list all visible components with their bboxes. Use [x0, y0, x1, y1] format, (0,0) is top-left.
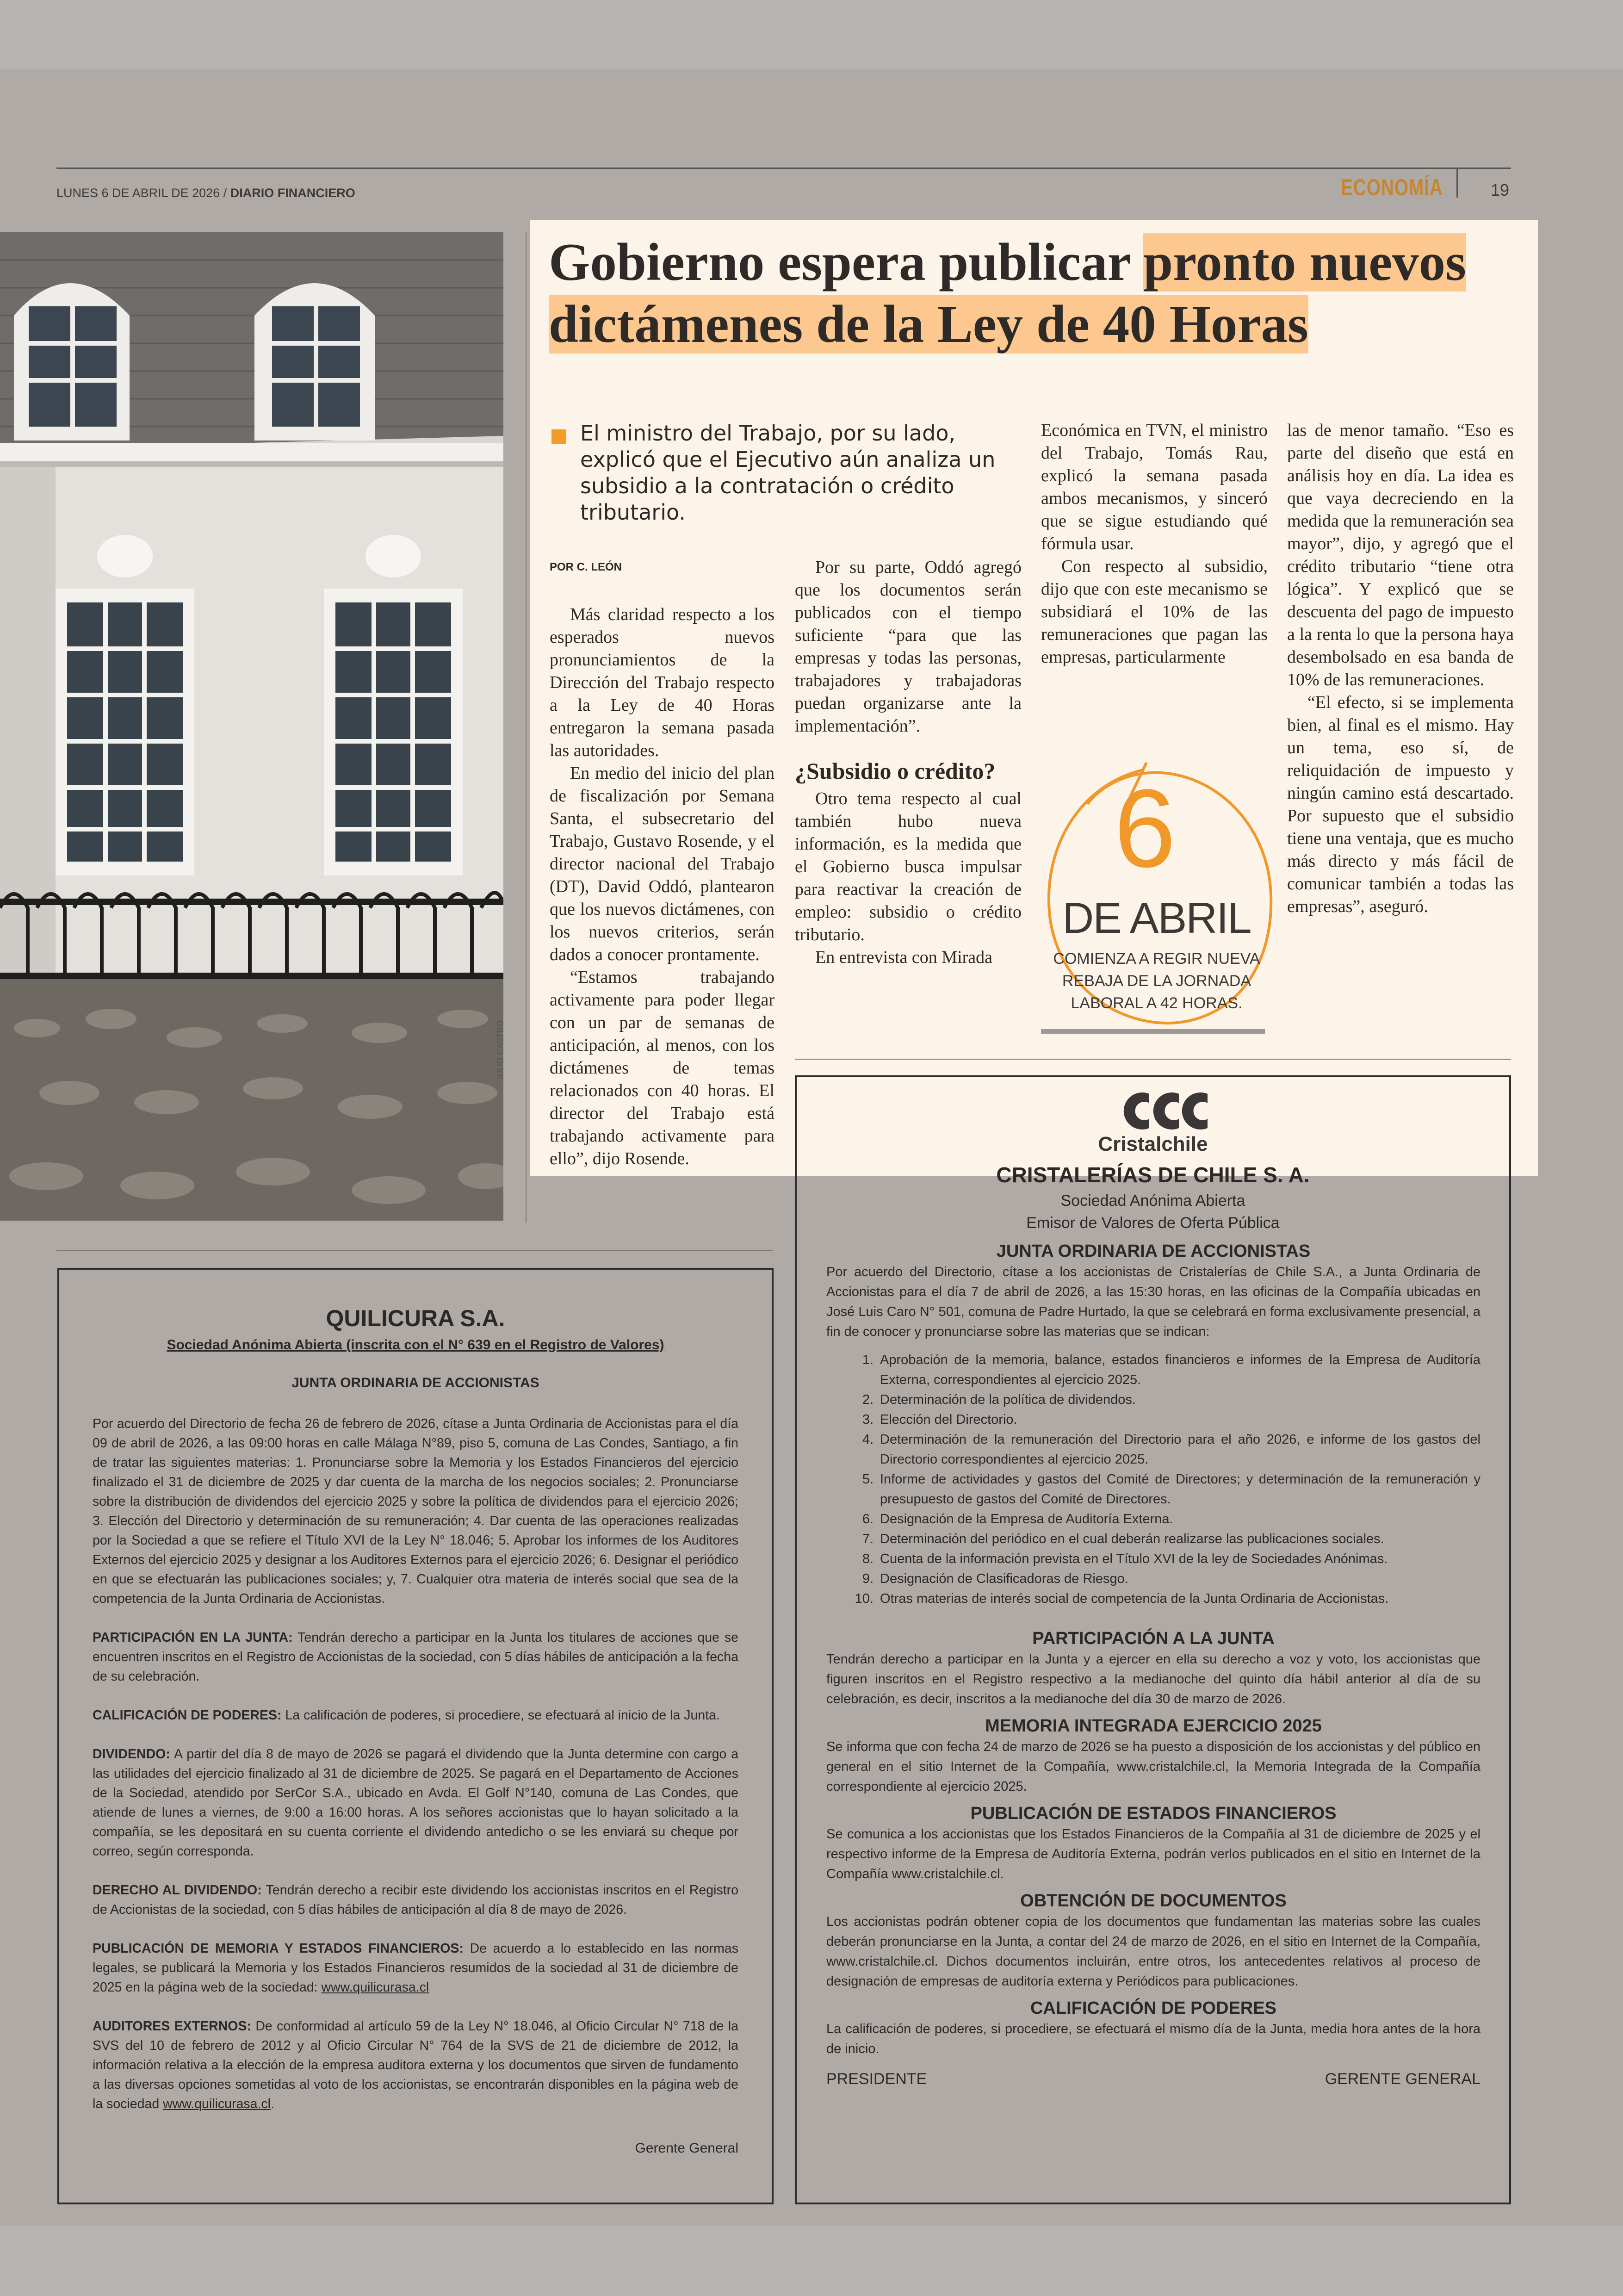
callout-month: DE ABRIL — [1062, 894, 1251, 942]
article-column-4 — [1287, 419, 1514, 918]
quilicura-paragraph: Por acuerdo del Directorio de fecha 26 de febrero de 2026, cítase a Junta Ordinaria de Accionistas para el día 09 de abril de 2026, a las 09:00 horas en calle Málaga N°89, piso 5, comuna de Las Condes, Santiago, a fin de tratar las siguientes materias: 1. Pronunciarse sobre la Memoria y los Estados Financieros del ejercicio finalizado el 31 de diciembre de 2025 y dar cuenta de la marcha de los negocios sociales; 2. Pronunciarse sobre la distribución de dividendos del ejercicio 2025 y sobre la política de dividendos para el ejercicio 2026; 3. Elección del Directorio y determinación de su remuneración; 4. Dar cuenta de las operaciones realizadas por la Sociedad a que se refiere el Título XVI de la Ley N° 18.046; 5. Aprobar los informes de los Auditores Externos del ejercicio 2025 y designar a los Auditores Externos para el ejercicio 2026; 6. Designar el periódico en que se efectuarán las publicaciones sociales; y, 7. Cualquier otra materia de interés social que sea de la competencia de la Junta Ordinaria de Accionistas. — [93, 1416, 738, 1606]
lede-bullet-icon — [551, 429, 566, 444]
agenda-item: 4. Determinación de la remuneración del Directorio para el año 2026, e informe de los gastos del Directorio correspondientes al ejercicio 2025. — [862, 1432, 1481, 1467]
article-byline: POR C. LEÓN — [550, 561, 622, 573]
cristalchile-emitter: Emisor de Valores de Oferta Pública — [1026, 1214, 1280, 1232]
paragraph: En medio del inicio del plan de fiscalización por Semana Santa, el subsecretario del Trabajo, Gustavo Rosende, y el director nacional del Trabajo (DT), David Oddó, plantearon que los nuevos dictámenes, con los nuevos criterios, serán dados a conocer prontamente. — [550, 763, 774, 964]
page-number: 19 — [1491, 180, 1510, 199]
building-photo — [0, 232, 503, 1221]
cristalchile-heading: PUBLICACIÓN DE ESTADOS FINANCIEROS — [970, 1804, 1337, 1823]
cristalchile-heading: CALIFICACIÓN DE PODERES — [1030, 1998, 1277, 2018]
agenda-item: 7. Determinación del periódico en el cual deberán realizarse las publicaciones sociales. — [862, 1532, 1384, 1546]
quilicura-website-link[interactable]: www.quilicurasa.cl — [321, 1980, 429, 1995]
callout-rule — [1041, 1029, 1265, 1034]
photo-credit: JULIO CASTRO — [496, 1020, 505, 1081]
quilicura-paragraph: CALIFICACIÓN DE PODERES: La calificación de poderes, si procediere, se efectuará al inicio de la Junta. — [93, 1708, 720, 1723]
cristalchile-brand: Cristalchile — [1098, 1133, 1208, 1155]
quilicura-paragraph: AUDITORES EXTERNOS: De conformidad al artículo 59 de la Ley N° 18.046, al Oficio Circular N° 718 de la SVS del 10 de febrero de 2012 y al Oficio Circular N° 764 de la SVS de 21 de diciembre de 2012, la información relativa a la elección de la empresa auditora externa y los documentos que sirven de fundamento a las diversas opciones sometidas al voto de los accionistas, se encontrarán disponibles en la página web de la sociedad www.quilicurasa.cl. — [93, 2019, 739, 2111]
article-end-rule — [795, 1059, 1511, 1060]
cristalchile-type: Sociedad Anónima Abierta — [1060, 1192, 1245, 1210]
article-lede: El ministro del Trabajo, por su lado, explicó que el Ejecutivo aún analiza un subsidio a la contratación o crédito tributario. — [580, 421, 996, 525]
callout-number: 6 — [1114, 766, 1176, 890]
quilicura-paragraph: DERECHO AL DIVIDENDO: Tendrán derecho a recibir este dividendo los accionistas inscritos en el Registro de Accionistas de la sociedad, con 5 días hábiles de anticipación al día 8 de mayo de 2026. — [93, 1883, 738, 1917]
paragraph: En entrevista con Mirada — [815, 948, 993, 967]
headline-highlight-1: pronto nuevos — [1143, 233, 1466, 292]
agenda-item: 6. Designación de la Empresa de Auditoría Externa. — [862, 1512, 1173, 1527]
paragraph: “El efecto, si se implementa bien, al final es el mismo. Hay un tema, eso sí, de reliquidación de impuesto y ningún camino está descartado. Por supuesto que el subsidio tiene una ventaja, que es mucho más directo y más fácil de comunicar también a todas las empresas”, aseguró. — [1287, 693, 1514, 916]
quilicura-subtitle: Sociedad Anónima Abierta (inscrita con el N° 639 en el Registro de Valores) — [167, 1337, 664, 1353]
publication-name: DIARIO FINANCIERO — [230, 186, 355, 200]
quilicura-body — [93, 1414, 738, 2133]
header-rule — [56, 168, 1511, 169]
cristalchile-heading: MEMORIA INTEGRADA EJERCICIO 2025 — [985, 1716, 1322, 1736]
quilicura-paragraph: DIVIDENDO: A partir del día 8 de mayo de 2026 se pagará el dividendo que la Junta determine con cargo a las utilidades del ejercicio finalizado al 31 de diciembre de 2025. Se pagará en el Departamento de Acciones de la Sociedad, atendido por SerCor S.A., ubicado en Avda. El Golf N°140, comuna de Las Condes, que atiende de lunes a viernes, de 9:00 a 16:00 horas. A los señores accionistas que lo hayan solicitado a la compañía, se les depositará en su cuenta corriente el dividendo antedicho o se les enviará su cheque por correo, según corresponda. — [93, 1747, 738, 1859]
article-column-1 — [550, 603, 774, 1170]
agenda-item: 2. Determinación de la política de dividendos. — [862, 1392, 1136, 1407]
cristalchile-paragraph: Se informa que con fecha 24 de marzo de 2026 se ha puesto a disposición de los accionistas y del público en general en el sitio Internet de la Compañía, www.cristalchile.cl, la Memoria Integrada de la Compañía correspondiente al ejercicio 2025. — [826, 1739, 1481, 1794]
quilicura-junta-heading: JUNTA ORDINARIA DE ACCIONISTAS — [291, 1375, 539, 1390]
paragraph: Económica en TVN, el ministro del Trabajo, Tomás Rau, explicó la semana pasada ambos mecanismos, y sinceró que se sigue estudiando qué fórmula usar. — [1041, 421, 1268, 553]
quilicura-paragraph: PARTICIPACIÓN EN LA JUNTA: Tendrán derecho a participar en la Junta los titulares de acciones que se encuentren inscritos en el Registro de Accionistas de la sociedad, con 5 días hábiles de anticipación a la fecha de su celebración. — [93, 1630, 739, 1684]
paragraph: “Estamos trabajando activamente para poder llegar con un par de semanas de anticipación, al menos, con los dictámenes de temas relacionados con 40 horas. El director del Trabajo está trabajando activamente para ello”, dijo Rosende. — [550, 968, 774, 1168]
cristalchile-heading: JUNTA ORDINARIA DE ACCIONISTAS — [996, 1241, 1311, 1261]
article-column-2 — [795, 556, 1022, 969]
signature-gerente: GERENTE GENERAL — [1325, 2070, 1481, 2088]
cristalchile-name: CRISTALERÍAS DE CHILE S. A. — [996, 1163, 1310, 1187]
column-rule — [526, 232, 527, 1222]
header-date: LUNES 6 DE ABRIL DE 2026 / DIARIO FINANCIERO — [56, 186, 355, 200]
cristalchile-paragraph: Tendrán derecho a participar en la Junta y a ejercer en ella su derecho a voz y voto, los accionistas que figuren inscritos en el Registro respectivo a la medianoche del quinto día hábil anterior al día de su celebración, es decir, inscritos a la medianoche del día 30 de marzo de 2026. — [826, 1652, 1481, 1706]
headline-highlight-2: dictámenes de la Ley de 40 Horas — [549, 295, 1308, 354]
paragraph: Con respecto al subsidio, dijo que con este mecanismo se subsidiará el 10% de las remuneraciones que pagan las empresas, particularmente — [1041, 557, 1268, 667]
agenda-item: 10. Otras materias de interés social de competencia de la Junta Ordinaria de Accionistas. — [855, 1591, 1389, 1606]
paragraph: Por su parte, Oddó agregó que los documentos serán publicados con el tiempo suficiente “para que las empresas y todas las personas, trabajadores y trabajadoras puedan organizarse ante la implementación”. — [795, 558, 1022, 736]
article-column-3 — [1041, 419, 1268, 669]
cristalchile-logo-icon — [1101, 1090, 1231, 1132]
cristalchile-paragraph: La calificación de poderes, si procediere, se efectuará el mismo día de la Junta, media hora antes de la hora de inicio. — [826, 2022, 1481, 2056]
section-name: ECONOMÍA — [1341, 174, 1443, 200]
agenda-item: 1. Aprobación de la memoria, balance, estados financieros e informes de la Empresa de Auditoría Externa, correspondientes al ejercicio 2025. — [862, 1353, 1481, 1387]
agenda-list — [826, 1350, 1481, 1609]
cristalchile-heading: OBTENCIÓN DE DOCUMENTOS — [1020, 1891, 1287, 1911]
header-separator — [1456, 169, 1458, 198]
cristalchile-body — [826, 1240, 1481, 2089]
cristalchile-paragraph: Se comunica a los accionistas que los Estados Financieros de la Compañía al 31 de diciembre de 2025 y el respectivo informe de la Empresa de Auditoría Externa, podrán verlos publicados en el sitio en Internet de la Compañía www.cristalchile.cl. — [826, 1827, 1481, 1881]
signature-presidente: PRESIDENTE — [826, 2070, 927, 2088]
cristalchile-signatures — [826, 2069, 1481, 2089]
agenda-item: 8. Cuenta de la información prevista en el Título XVI de la ley de Sociedades Anónimas. — [862, 1551, 1388, 1566]
paragraph: las de menor tamaño. “Eso es parte del diseño que está en análisis hoy en día. La idea es que vaya decreciendo en la medida que la remuneración sea mayor”, dijo, y agregó que el crédito tributario “tiene otra lógica”. Y explicó que se descuenta del pago de impuesto a la renta lo que la persona haya desembolsado en esa banda de 10% de las remuneraciones. — [1287, 421, 1514, 689]
cristalchile-heading: PARTICIPACIÓN A LA JUNTA — [1032, 1629, 1275, 1648]
paragraph: Más claridad respecto a los esperados nuevos pronunciamientos de la Dirección del Trabajo respecto a la Ley de 40 Horas entregaron la semana pasada las autoridades. — [550, 605, 774, 760]
cristalchile-paragraph: Por acuerdo del Directorio, cítase a los accionistas de Cristalerías de Chile S.A., a Junta Ordinaria de Accionistas para el día 7 de abril de 2026, a las 15:30 horas, en las oficinas de la Compañía ubicadas en José Luis Caro N° 501, comuna de Padre Hurtado, la que se celebrará en forma exclusivamente presencial, a fin de conocer y pronunciarse sobre las materias que se indican: — [826, 1265, 1481, 1339]
quilicura-website-link[interactable]: www.quilicurasa.cl — [163, 2097, 271, 2111]
agenda-item: 5. Informe de actividades y gastos del Comité de Directores; y determinación de la remuneración y presupuesto de gastos del Comité de Directores. — [862, 1472, 1481, 1507]
cristalchile-paragraph: Los accionistas podrán obtener copia de los documentos que fundamentan las materias sobre las cuales deberán pronunciarse en la Junta, a contar del 24 de marzo de 2026, en el sitio en Internet de la Compañía, www.cristalchile.cl. Dichos documentos incluirán, entre otros, los antecedentes relativos al proceso de designación de empresas de auditoría externa y Periódicos para publicaciones. — [826, 1914, 1481, 1989]
newspaper-page — [0, 69, 1623, 2226]
article-bottom-rule — [56, 1250, 773, 1251]
paragraph: Otro tema respecto al cual también hubo nueva información, es la medida que el Gobierno busca impulsar para reactivar la creación de empleo: subsidio o crédito tributario. — [795, 789, 1022, 944]
quilicura-signature: Gerente General — [635, 2141, 738, 2156]
quilicura-paragraph: PUBLICACIÓN DE MEMORIA Y ESTADOS FINANCIEROS: De acuerdo a lo establecido en las normas legales, se publicará la Memoria y los Estados Financieros resumidos de la sociedad al 31 de diciembre de 2025 en la página web de la sociedad: www.quilicurasa.cl — [93, 1941, 738, 1995]
agenda-item: 9. Designación de Clasificadoras de Riesgo. — [862, 1571, 1128, 1586]
quilicura-title: QUILICURA S.A. — [326, 1305, 505, 1331]
agenda-item: 3. Elección del Directorio. — [862, 1412, 1017, 1427]
callout-text: COMIENZA A REGIR NUEVA REBAJA DE LA JORNADA LABORAL A 42 HORAS. — [1053, 950, 1260, 1012]
article-headline: Gobierno espera publicar pronto nuevos dictámenes de la Ley de 40 Horas — [549, 233, 1466, 354]
article-subhead: ¿Subsidio o crédito? — [795, 758, 996, 784]
